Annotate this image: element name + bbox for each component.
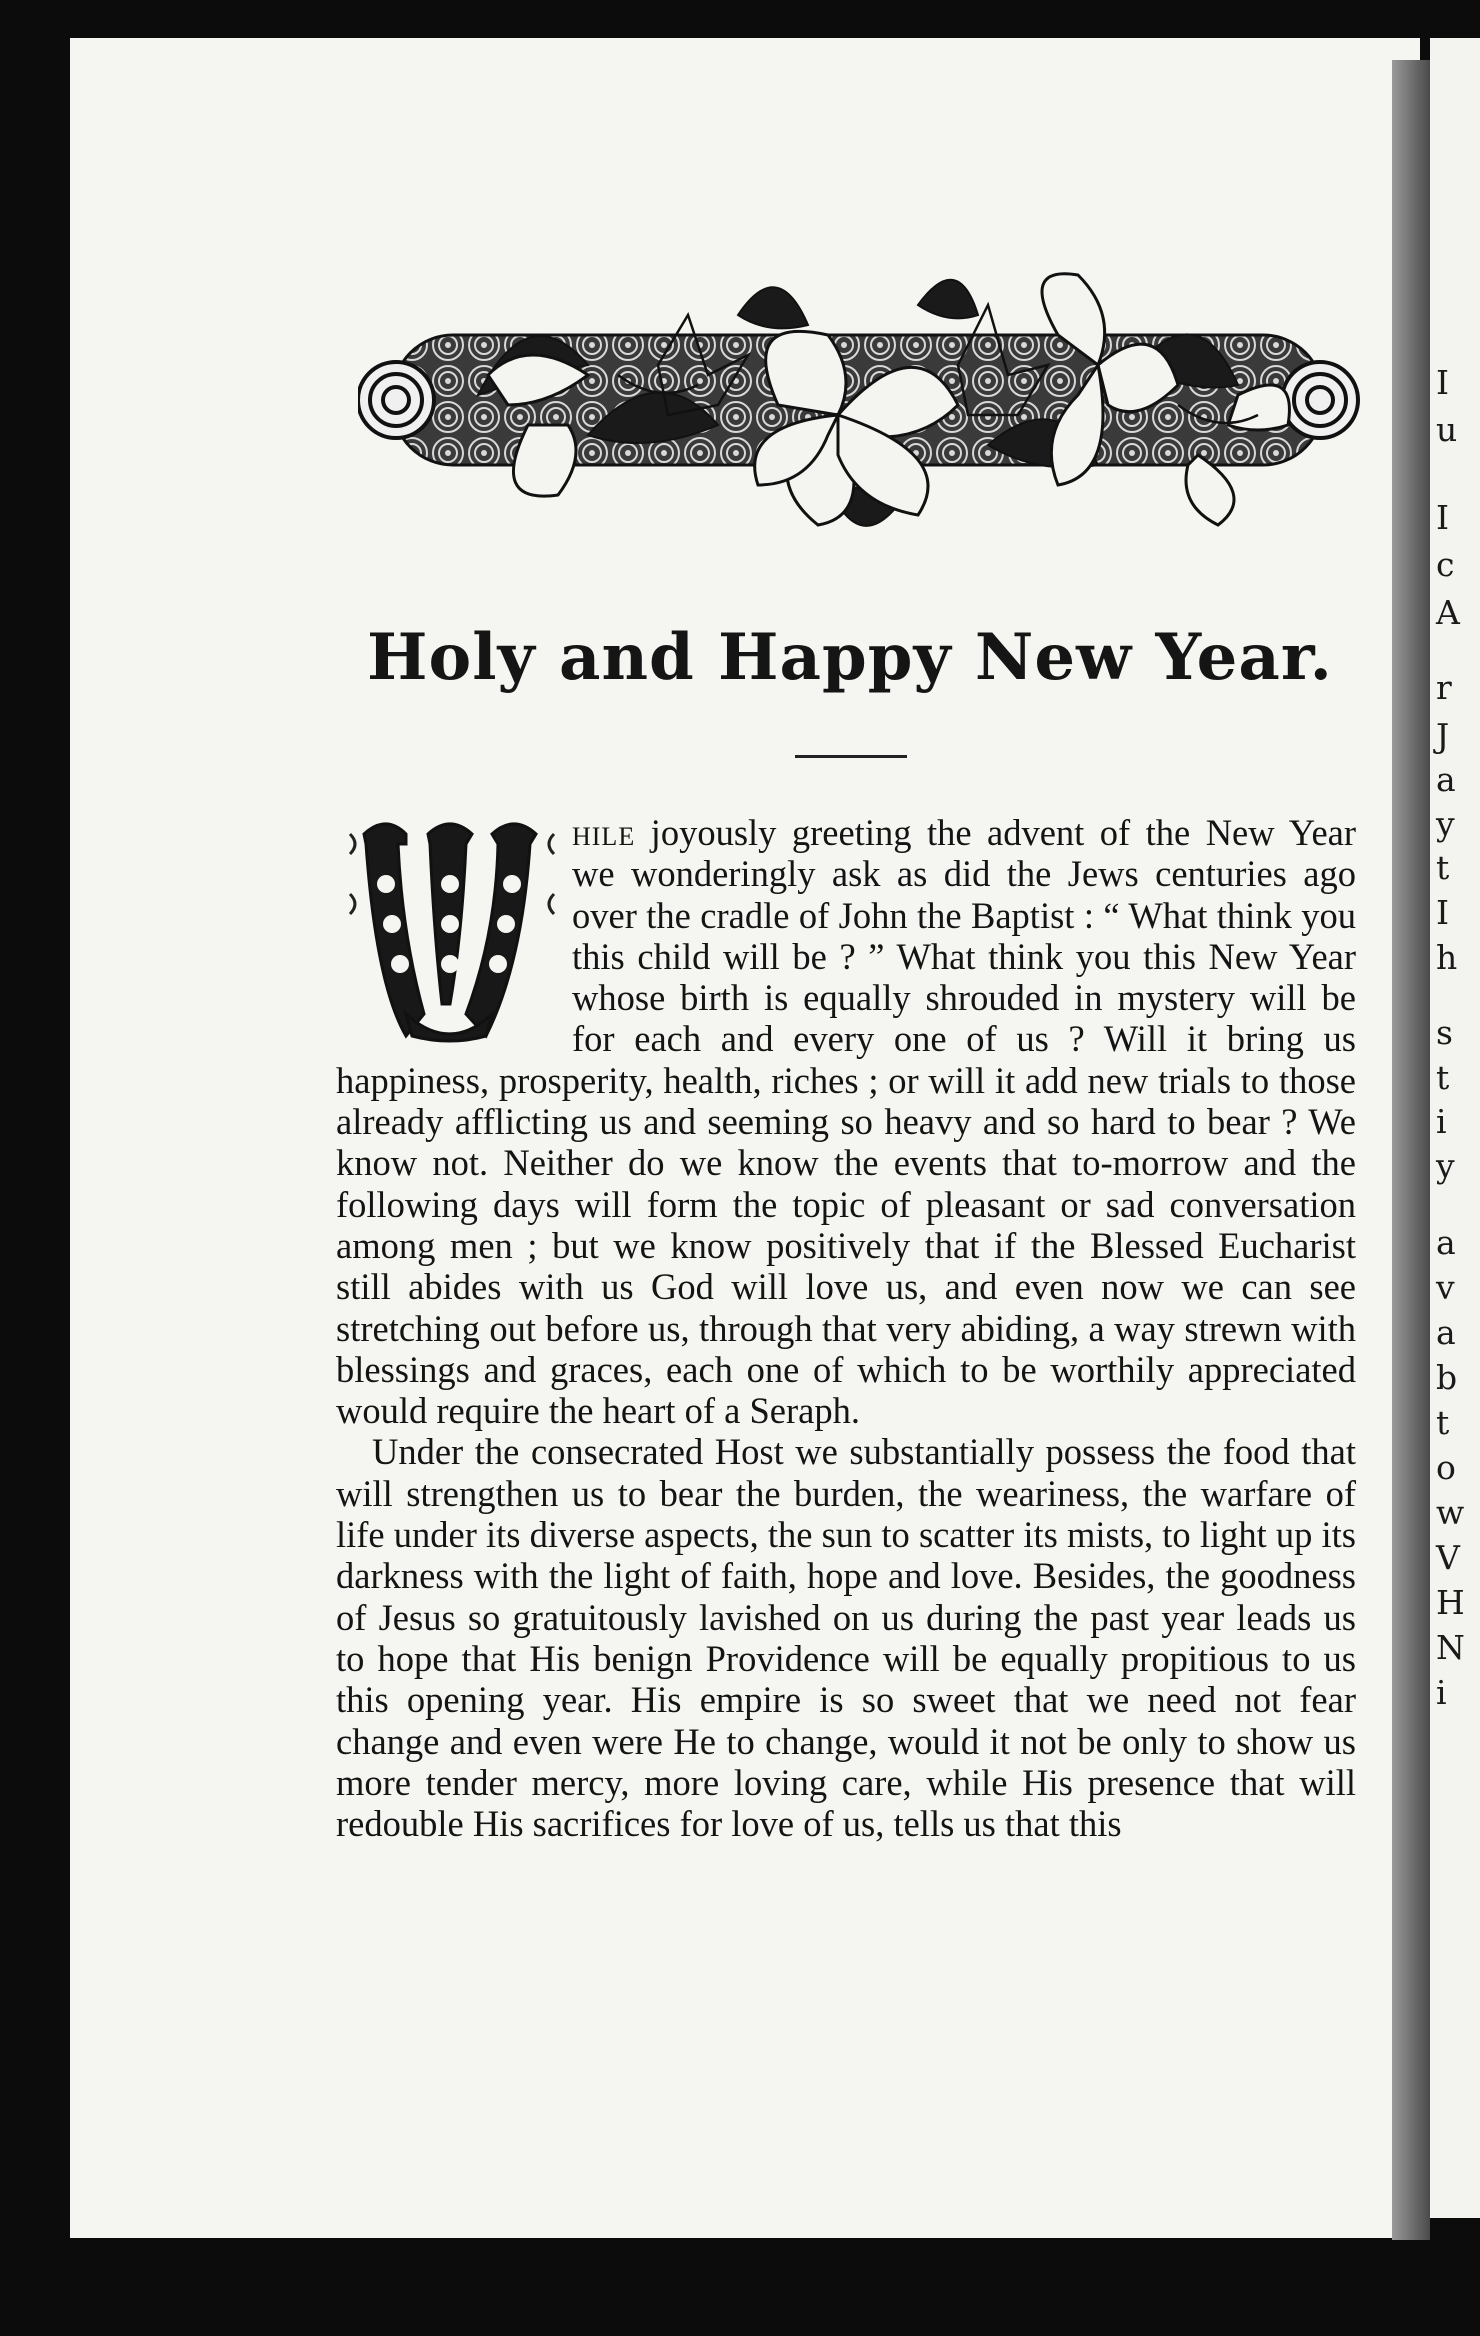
facing-page-edge [1430, 38, 1480, 2218]
facing-page-letter: a [1436, 760, 1456, 799]
facing-page-letter: y [1436, 1146, 1455, 1185]
facing-page-letter: c [1436, 545, 1455, 584]
facing-page-letter: v [1436, 1268, 1455, 1307]
first-word-continuation: hile [572, 812, 636, 853]
title-divider [795, 755, 907, 758]
facing-page-letter: V [1436, 1538, 1460, 1577]
first-paragraph [336, 812, 1356, 1431]
facing-page-letter: I [1436, 498, 1450, 537]
facing-page-letter: i [1436, 1102, 1447, 1141]
facing-page-letter: I [1436, 363, 1450, 402]
facing-page-letter: t [1436, 1403, 1450, 1442]
facing-page-letter: u [1436, 410, 1458, 449]
facing-page-letter: A [1436, 593, 1460, 632]
illuminated-initial-w [346, 814, 558, 1044]
article-body [336, 812, 1356, 1844]
facing-page-letter: y [1436, 804, 1455, 843]
facing-page-letter: a [1436, 1223, 1456, 1262]
facing-page-letter: i [1436, 1673, 1447, 1712]
facing-page-letter: N [1436, 1628, 1465, 1667]
facing-page-letter: b [1436, 1358, 1458, 1397]
facing-page-letter: h [1436, 938, 1458, 977]
facing-page-letter: s [1436, 1013, 1453, 1052]
facing-page-letter: H [1436, 1583, 1465, 1622]
facing-page-letter: J [1436, 716, 1450, 755]
article-title: Holy and Happy New Year. [367, 620, 1333, 695]
second-paragraph: Under the consecrated Host we substantially possess the food that will strengthen us to bear the burden, the weariness, the warfare of life under its diverse aspects, the sun to scatter its mists, to light up its darkness with the light of faith, hope and love. Besides, the goodness of Jesus so gratuitously lavished on us during the past year leads us to hope that His benign Providence will be equally propitious to us this opening year. His empire is so sweet that we need not fear change and even were He to change, would it not be only to show us more tender mercy, more loving care, while His presence that will redouble His sacrifices for love of us, tells us that this [336, 1431, 1356, 1845]
facing-page-letter: t [1436, 1058, 1450, 1097]
facing-page-letter: t [1436, 848, 1450, 887]
facing-page-letter: w [1436, 1493, 1465, 1532]
facing-page-letter: r [1436, 668, 1452, 707]
gutter-shadow [1392, 60, 1430, 2240]
first-paragraph-text: joyously greeting the advent of the New Year we wonderingly ask as did the Jews centuries ago over the cradle of John the Baptist : “ What think you this child will be ? ” What think you this New Year whose birth is equally shrouded in mystery will be for each and every one of us ? Will it bring us happiness, prosperity, health, riches ; or will it add new trials to those already afflicting us and seeming so heavy and so hard to bear ? We know not. Neither do we know the events that to-morrow and the following days will form the topic of pleasant or sad conversation among men ; but we know positively that if the Blessed Eucharist still abides with us God will love us, and even now we can see stretching out before us, through that very abiding, a way strewn with blessings and graces, each one of which to be worthily appreciated would require the heart of a Seraph. [336, 812, 1356, 1432]
facing-page-letter: o [1436, 1448, 1456, 1487]
floral-ornament-banner [358, 255, 1360, 570]
facing-page-letter: a [1436, 1313, 1456, 1352]
facing-page-letter: I [1436, 893, 1450, 932]
